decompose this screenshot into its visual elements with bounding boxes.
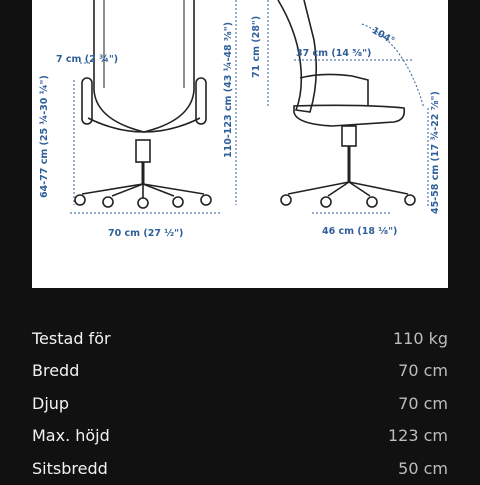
spec-value: 70 cm bbox=[398, 393, 448, 413]
spec-row-width bbox=[32, 355, 448, 388]
spec-label: Max. höjd bbox=[32, 426, 110, 446]
product-specifications bbox=[32, 322, 448, 485]
dimension-recline-angle: 104° bbox=[369, 25, 397, 47]
spec-label: Bredd bbox=[32, 361, 80, 381]
spec-label: Sitsbredd bbox=[32, 458, 108, 478]
dimension-base-width: 70 cm (27 ½") bbox=[108, 228, 184, 239]
dimension-base-depth: 46 cm (18 ⅛") bbox=[322, 226, 398, 237]
product-dimension-image[interactable] bbox=[32, 0, 448, 288]
dimension-seat-height: 45-58 cm (17 ¾-22 ⅞") bbox=[430, 91, 441, 214]
dimension-arm-height: 64-77 cm (25 ¼-30 ¼") bbox=[39, 75, 50, 198]
spec-value: 70 cm bbox=[398, 361, 448, 381]
side-view-chair bbox=[278, 0, 415, 207]
dimension-total-height: 110-123 cm (43 ¼-48 ⅜") bbox=[223, 21, 234, 158]
spec-row-depth bbox=[32, 387, 448, 420]
dimension-back-height: 71 cm (28") bbox=[251, 15, 262, 78]
spec-row-max-height bbox=[32, 420, 448, 453]
spec-row-tested-for bbox=[32, 322, 448, 355]
front-dimension-lines bbox=[70, 0, 236, 213]
spec-value: 123 cm bbox=[387, 426, 448, 446]
spec-label: Testad för bbox=[32, 328, 111, 348]
spec-label: Djup bbox=[32, 393, 70, 413]
front-view-chair bbox=[75, 0, 211, 208]
dimension-seat-depth: 37 cm (14 ⅝") bbox=[296, 48, 372, 59]
dimension-arm-width: 7 cm (2 ¾") bbox=[56, 54, 119, 65]
spec-value: 50 cm bbox=[398, 458, 448, 478]
chair-dimension-diagram bbox=[32, 0, 448, 288]
spec-value: 110 kg bbox=[392, 328, 448, 348]
